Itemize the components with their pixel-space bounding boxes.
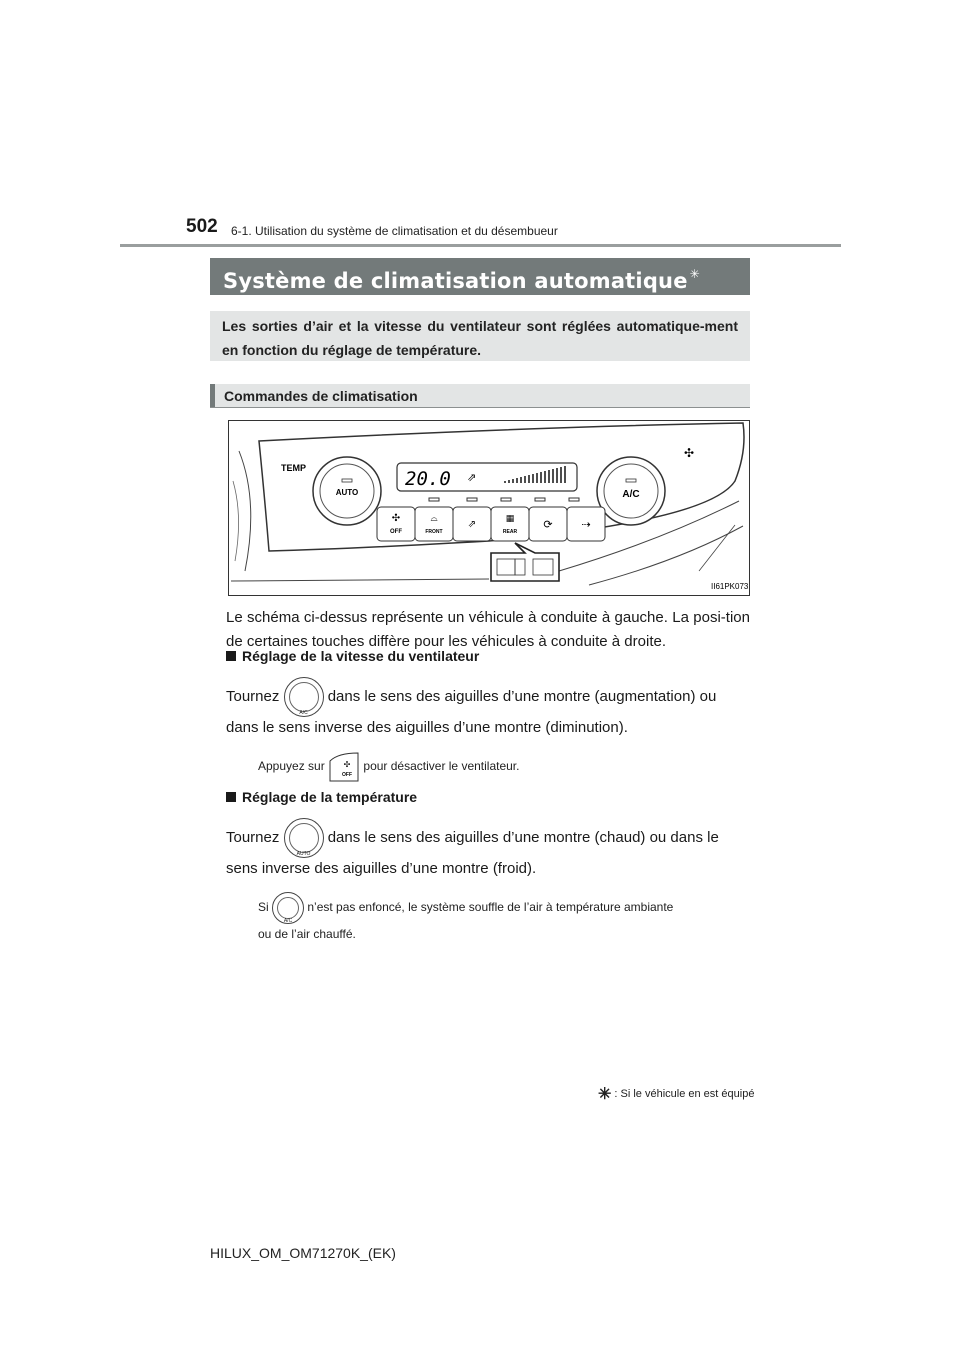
ac-label: A/C [622, 489, 640, 500]
temperature-line1 [226, 818, 750, 858]
temp-line1-pre: Tournez [226, 829, 280, 846]
footnote-text: : Si le véhicule en est équipé [614, 1088, 755, 1100]
temperature-line2: sens inverse des aiguilles d’une montre (froid). [226, 860, 537, 877]
fan-line1-pre: Tournez [226, 688, 280, 705]
auto-knob-label: AUTO [296, 851, 311, 858]
button-row [377, 507, 605, 541]
indicator-lamps [429, 498, 579, 501]
off-icon-label: OFF [342, 771, 353, 778]
ac-knob-small-icon [272, 892, 304, 924]
temp-line1-post: dans le sens des aiguilles d’une montre (chaud) ou dans le [327, 829, 719, 846]
optional-marker: ✳ [689, 267, 700, 281]
section-label: 6-1. Utilisation du système de climatisation et du désembueur [231, 224, 558, 238]
bullet-square-icon [226, 792, 236, 802]
temperature-heading-text: Réglage de la température [242, 789, 418, 805]
fan-speed-heading [226, 648, 479, 664]
auto-label: AUTO [335, 488, 359, 497]
footnote-marker: ✳ [598, 1086, 612, 1103]
auto-knob-icon [284, 818, 324, 858]
figure-caption: Le schéma ci-dessus représente un véhicule à conduite à gauche. La posi-tion de certaines touches diffère pour les véhicules à conduite à droite. [226, 609, 750, 650]
header-rule [120, 244, 841, 247]
subsection-heading: Commandes de climatisation [210, 384, 750, 408]
front-button-label: FRONT [425, 529, 443, 535]
outside-air-icon: ⇢ [581, 518, 591, 531]
fan-note-post: pour désactiver le ventilateur. [363, 759, 520, 773]
airflow-icon: ⇗ [467, 471, 477, 484]
temp-note-pre: Si [258, 900, 269, 914]
temperature-heading [226, 789, 417, 805]
air-mode-icon: ⇗ [467, 519, 477, 530]
fan-speed-line1 [226, 677, 750, 717]
ac-knob-icon [284, 677, 324, 717]
footer-code: HILUX_OM_OM71270K_(EK) [210, 1245, 396, 1261]
ac-knob-label: A/C [299, 710, 308, 717]
fan-line1-post: dans le sens des aiguilles d’une montre (augmentation) ou [327, 688, 717, 705]
footnote [598, 1082, 754, 1102]
rear-defog-icon: ▦ [505, 514, 515, 524]
svg-text:✣: ✣ [343, 759, 351, 769]
fan-speed-line2: dans le sens inverse des aiguilles d’une montre (diminution). [226, 719, 628, 736]
fan-icon: ✣ [684, 446, 695, 460]
display-temperature: 20.0 [405, 468, 451, 490]
ac-knob-small-label: A/C [283, 917, 293, 924]
climate-panel-figure [228, 420, 750, 596]
page-title [210, 258, 750, 295]
temperature-note-line2: ou de l’air chauffé. [258, 927, 356, 941]
off-button-label: OFF [390, 529, 402, 535]
page-number: 502 [186, 216, 218, 237]
fan-off-icon: ✣ [391, 513, 401, 524]
fan-speed-heading-text: Réglage de la vitesse du ventilateur [242, 648, 480, 664]
figure-code: II61PK073 [711, 582, 749, 591]
front-defog-icon: ⌓ [430, 514, 438, 524]
off-button-icon [328, 751, 360, 783]
temp-note-post: n’est pas enfoncé, le système souffle de l’air à température ambiante [307, 900, 674, 914]
page-title-text: Système de climatisation automatique [223, 269, 688, 293]
rear-button-label: REAR [502, 529, 518, 535]
climate-panel-illustration [229, 421, 749, 595]
fan-note-pre: Appuyez sur [258, 759, 325, 773]
intro-box: Les sorties d’air et la vitesse du ventilateur sont réglées automatique-ment en fonction du réglage de température. [210, 311, 750, 361]
temperature-note [258, 890, 750, 924]
temp-label: TEMP [281, 463, 307, 473]
recirculation-icon: ⟳ [543, 518, 553, 531]
bullet-square-icon [226, 651, 236, 661]
fan-off-note [258, 748, 750, 784]
